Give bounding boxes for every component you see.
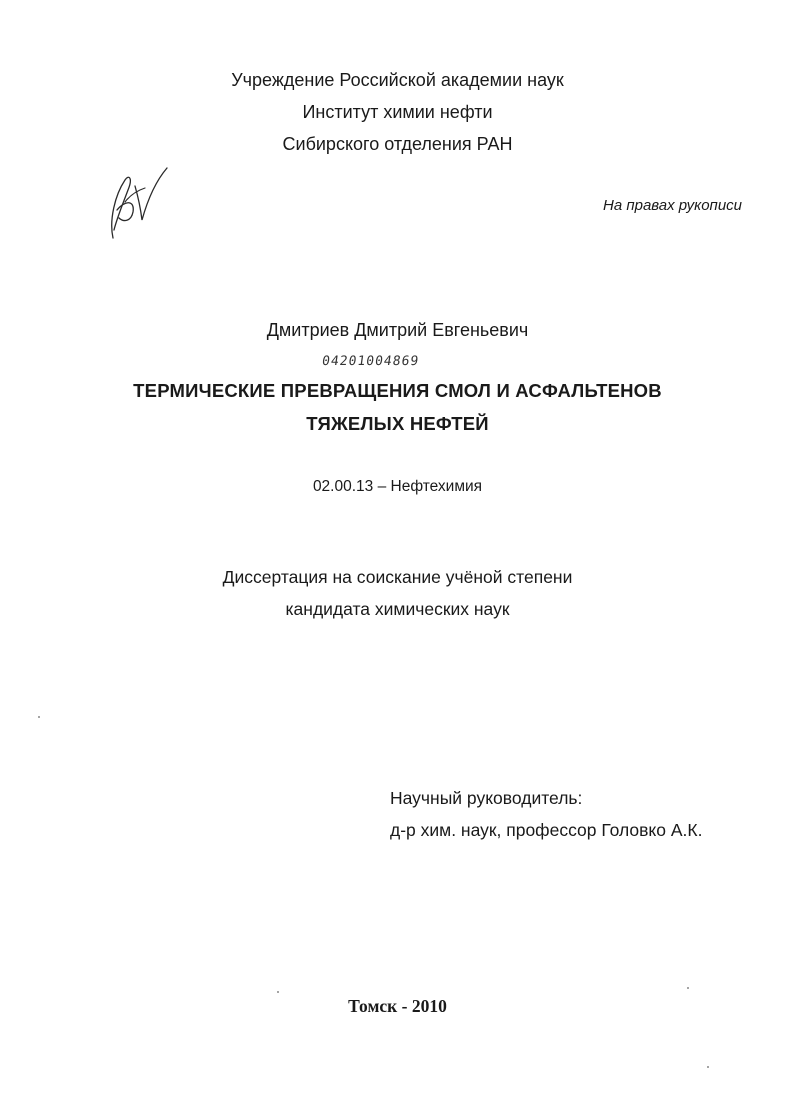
supervisor-name: д-р хим. наук, профессор Головко А.К. [390, 820, 703, 840]
signature-icon [95, 160, 175, 245]
supervisor-label: Научный руководитель: [390, 788, 583, 808]
scan-speck [38, 716, 40, 718]
author-name: Дмитриев Дмитрий Евгеньевич [266, 320, 529, 340]
scan-speck [277, 991, 279, 993]
manuscript-rights-note: На правах рукописи [603, 197, 742, 214]
institution-line-2: Институт химии нефти [302, 102, 493, 122]
dissertation-line-1: Диссертация на соискание учёной степени [222, 567, 573, 587]
registration-number: 04201004869 [320, 354, 421, 369]
city-year: Томск - 2010 [348, 996, 447, 1016]
institution-line-1: Учреждение Российской академии наук [231, 70, 564, 90]
scan-speck [707, 1066, 709, 1068]
dissertation-line-2: кандидата химических наук [285, 599, 510, 619]
scan-speck [687, 987, 689, 989]
specialty-code: 02.00.13 – Нефтехимия [312, 478, 483, 495]
thesis-title-line-1: ТЕРМИЧЕСКИЕ ПРЕВРАЩЕНИЯ СМОЛ И АСФАЛЬТЕНОВ [133, 380, 662, 401]
thesis-title-line-2: ТЯЖЕЛЫХ НЕФТЕЙ [306, 413, 489, 434]
institution-line-3: Сибирского отделения РАН [282, 134, 513, 154]
